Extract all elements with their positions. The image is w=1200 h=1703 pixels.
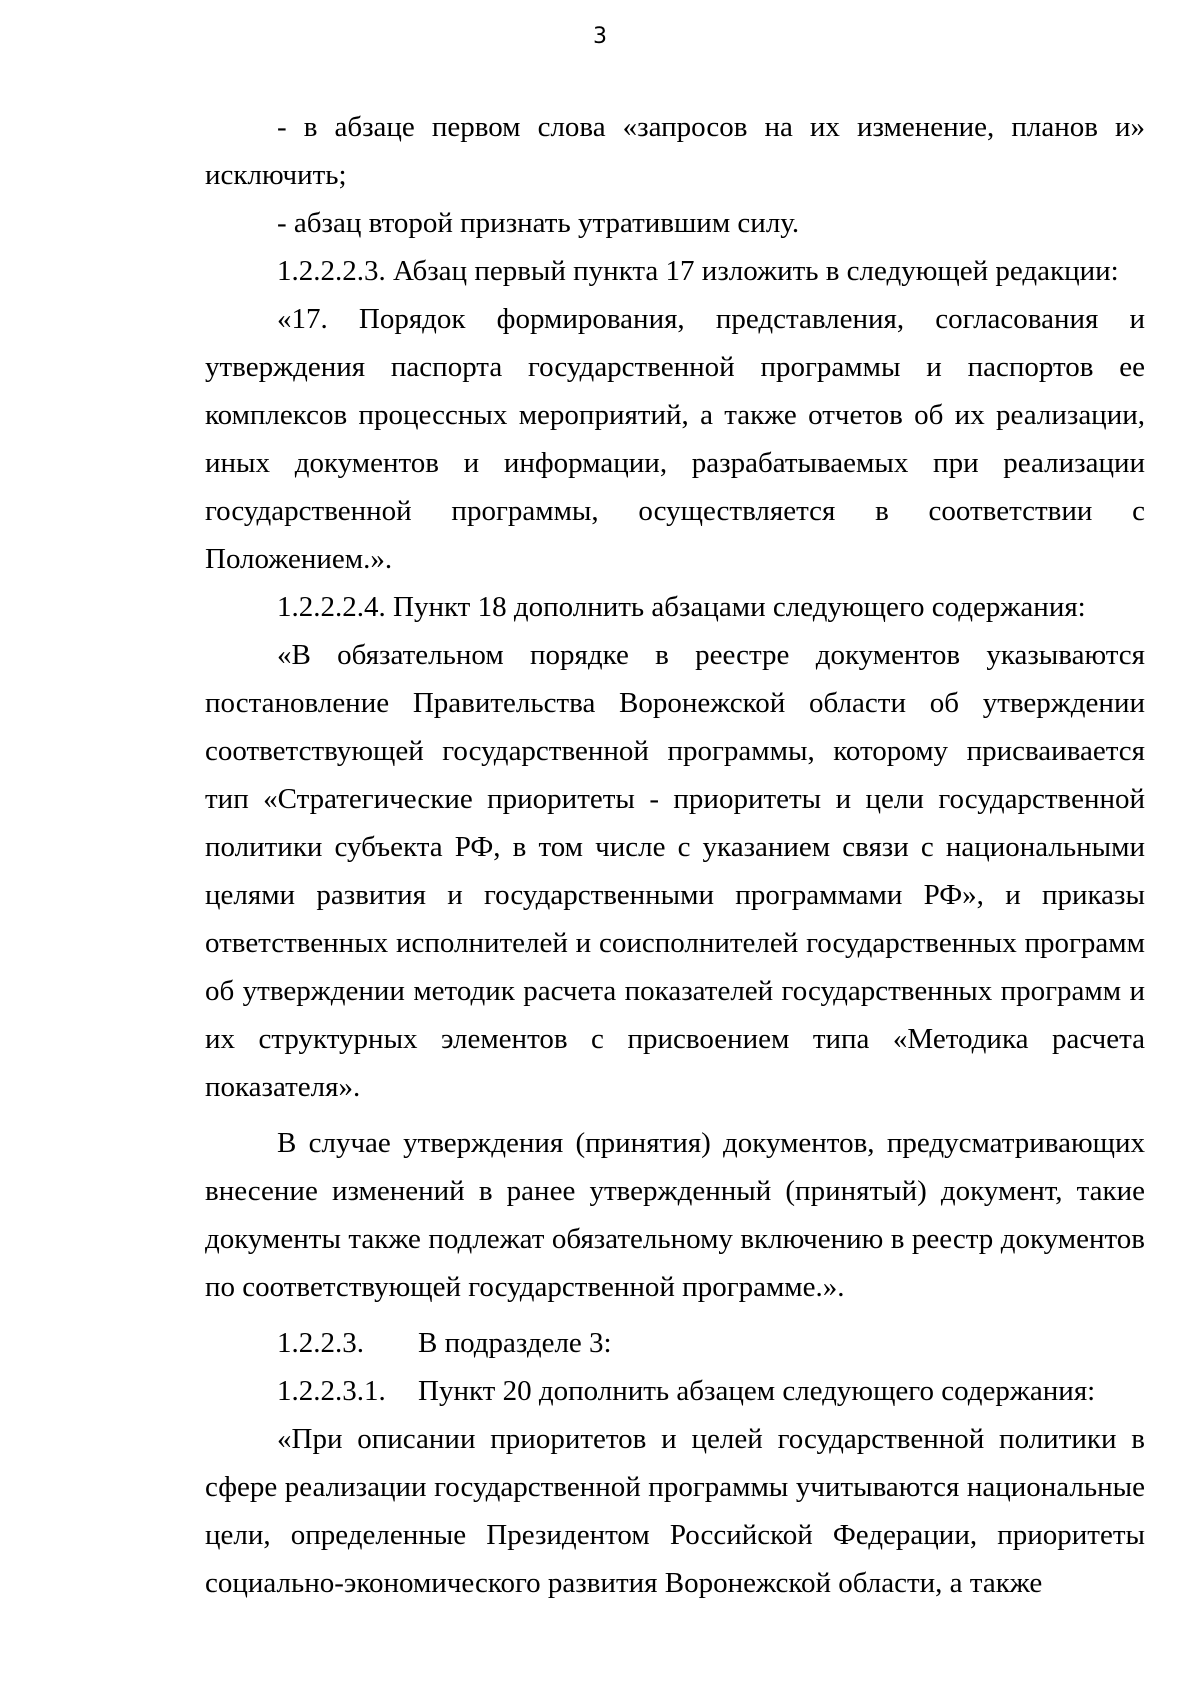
paragraph-item-17: «17. Порядок формирования, представления, согласования и утверждения паспорта государственной программы и паспортов ее комплексов процессных мероприятий, а также отчетов об их реализации, иных документов и информации, разрабатываемых при реализации государственной программы, осуществляется в соответствии с Положением.».	[205, 303, 1145, 575]
paragraph-exclude-words: - в абзаце первом слова «запросов на их изменение, планов и» исключить;	[205, 111, 1145, 191]
document-body	[205, 103, 1145, 1607]
numbered-row-1-2-2-3	[205, 1319, 1145, 1367]
paragraph-1-2-2-2-4: 1.2.2.2.4. Пункт 18 дополнить абзацами следующего содержания:	[277, 591, 1086, 623]
row-text: Пункт 20 дополнить абзацем следующего содержания:	[418, 1375, 1096, 1407]
paragraph-priorities: «При описании приоритетов и целей государственной политики в сфере реализации государственной программы учитываются национальные цели, определенные Президентом Российской Федерации, приоритеты социально-экономического развития Воронежской области, а также	[205, 1423, 1145, 1599]
row-number: 1.2.2.3.	[277, 1327, 364, 1359]
paragraph-1-2-2-2-3: 1.2.2.2.3. Абзац первый пункта 17 изложить в следующей редакции:	[277, 255, 1119, 287]
paragraph-amendments: В случае утверждения (принятия) документов, предусматривающих внесение изменений в ранее утвержденный (принятый) документ, такие документы также подлежат обязательному включению в реестр документов по соответствующей государственной программе.».	[205, 1127, 1145, 1303]
numbered-row-1-2-2-3-1	[205, 1367, 1145, 1415]
paragraph-second-invalid: - абзац второй признать утратившим силу.	[277, 207, 800, 239]
page-number: 3	[593, 24, 607, 49]
row-text: В подразделе 3:	[418, 1327, 612, 1359]
paragraph-registry-documents: «В обязательном порядке в реестре документов указываются постановление Правительства Воронежской области об утверждении соответствующей государственной программы, которому присваивается тип «Стратегические приоритеты - приоритеты и цели государственной политики субъекта РФ, в том числе с указанием связи с национальными целями развития и государственными программами РФ», и приказы ответственных исполнителей и соисполнителей государственных программ об утверждении методик расчета показателей государственных программ и их структурных элементов с присвоением типа «Методика расчета показателя».	[205, 639, 1145, 1103]
row-number: 1.2.2.3.1.	[277, 1375, 386, 1407]
